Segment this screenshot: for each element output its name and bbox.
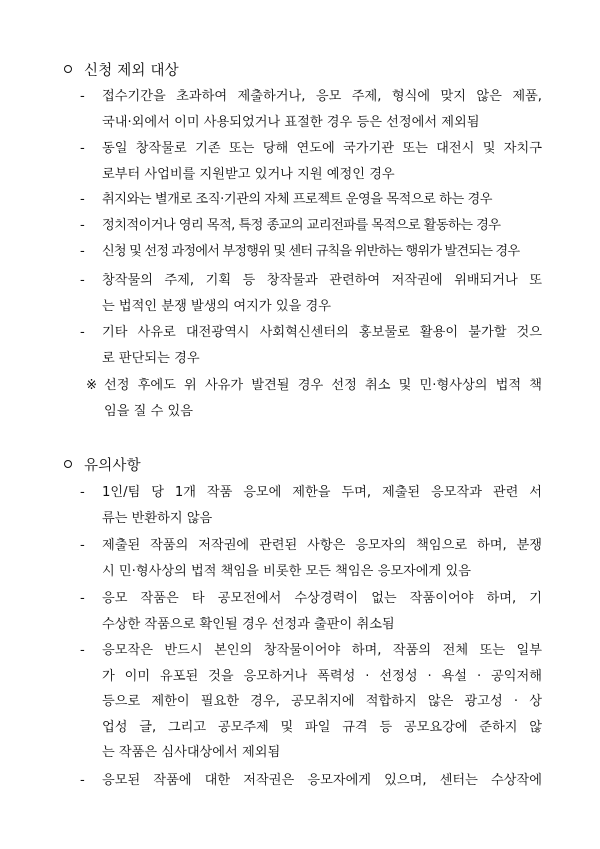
item-line: 응모 작품은 타 공모전에서 수상경력이 없는 작품이어야 하며, 기 <box>102 591 542 606</box>
dash-bullet: - <box>80 643 85 658</box>
item-line: 정치적이거나 영리 목적, 특정 종교의 교리전파를 목적으로 활동하는 경우 <box>102 218 501 233</box>
item-line: 응모작은 반드시 본인의 창작물이어야 하며, 작품의 전체 또는 일부 <box>102 643 542 658</box>
note-line: 임을 질 수 있음 <box>104 403 194 419</box>
item-line: 접수기간을 초과하여 제출하거나, 응모 주제, 형식에 맞지 않은 제품, <box>102 89 542 104</box>
item-line: 동일 창작물로 기존 또는 당해 연도에 국가기관 또는 대전시 및 자치구 <box>102 141 542 156</box>
section-heading-exclusions <box>64 58 179 80</box>
item-line: 창작물의 주제, 기획 등 창작물과 관련하여 저작권에 위배되거나 또 <box>102 273 542 288</box>
dash-bullet: - <box>80 485 85 500</box>
item-line: 1인/팀 당 1개 작품 응모에 제한을 두며, 제출된 응모작과 관련 서 <box>102 485 542 500</box>
list-item <box>80 768 542 794</box>
item-line: 로 판단되는 경우 <box>102 350 200 366</box>
item-line: 로부터 사업비를 지원받고 있거나 지원 예정인 경우 <box>102 166 395 182</box>
dash-bullet: - <box>80 273 85 288</box>
dash-bullet: - <box>80 89 85 104</box>
item-line: 수상한 작품으로 확인될 경우 선정과 출판이 취소됨 <box>102 616 395 632</box>
item-line: 시 민·형사상의 법적 책임을 비롯한 모든 책임은 응모자에게 있음 <box>102 563 471 579</box>
circle-bullet-icon <box>64 460 72 468</box>
dash-bullet: - <box>80 773 85 788</box>
section-heading-text: 유의사항 <box>84 457 141 474</box>
list-item <box>80 320 542 371</box>
item-line: 기타 사유로 대전광역시 사회혁신센터의 홍보물로 활용이 불가할 것으 <box>102 325 542 340</box>
circle-bullet-icon <box>64 65 72 73</box>
item-line: 는 작품은 심사대상에서 제외됨 <box>102 745 281 760</box>
item-line: 응모된 작품에 대한 저작권은 응모자에게 있으며, 센터는 수상작에 <box>102 773 542 788</box>
note-line: 선정 후에도 위 사유가 발견될 경우 선정 취소 및 민·형사상의 법적 책 <box>104 378 542 393</box>
dash-bullet: - <box>80 538 85 553</box>
list-item <box>80 187 542 213</box>
list-item <box>80 533 542 584</box>
dash-bullet: - <box>80 591 85 606</box>
note <box>86 373 542 424</box>
list-item <box>80 136 542 187</box>
item-line: 가 이미 유포된 것을 응모하거나 폭력성 · 선정성 · 욕설 · 공익저해 <box>102 668 542 684</box>
list-item <box>80 638 542 766</box>
dash-bullet: - <box>80 218 85 233</box>
item-line: 신청 및 선정 과정에서 부정행위 및 센터 규칙을 위반하는 행위가 발견되는 경우 <box>102 244 520 259</box>
item-line: 국내·외에서 이미 사용되었거나 표절한 경우 등은 선정에서 제외됨 <box>102 114 480 130</box>
dash-bullet: - <box>80 325 85 340</box>
dash-bullet: - <box>80 192 85 207</box>
item-line: 등으로 제한이 필요한 경우, 공모취지에 적합하지 않은 광고성 · 상 <box>102 694 542 709</box>
dash-bullet: - <box>80 141 85 156</box>
list-item <box>80 213 542 239</box>
dash-bullet: - <box>80 244 85 259</box>
item-line: 류는 반환하지 않음 <box>102 510 213 526</box>
section-heading-notices <box>64 453 141 475</box>
item-line: 취지와는 별개로 조직·기관의 자체 프로젝트 운영을 목적으로 하는 경우 <box>102 192 493 207</box>
item-line: 는 법적인 분쟁 발생의 여지가 있을 경우 <box>102 298 331 314</box>
item-line: 제출된 작품의 저작권에 관련된 사항은 응모자의 책임으로 하며, 분쟁 <box>102 538 542 553</box>
list-item <box>80 480 542 531</box>
list-item <box>80 84 542 135</box>
item-line: 업성 글, 그리고 공모주제 및 파일 규격 등 공모요강에 준하지 않 <box>102 719 542 735</box>
list-item <box>80 239 542 265</box>
list-item <box>80 268 542 319</box>
section-heading-text: 신청 제외 대상 <box>84 62 179 79</box>
reference-mark-icon: ※ <box>86 378 98 393</box>
list-item <box>80 586 542 637</box>
